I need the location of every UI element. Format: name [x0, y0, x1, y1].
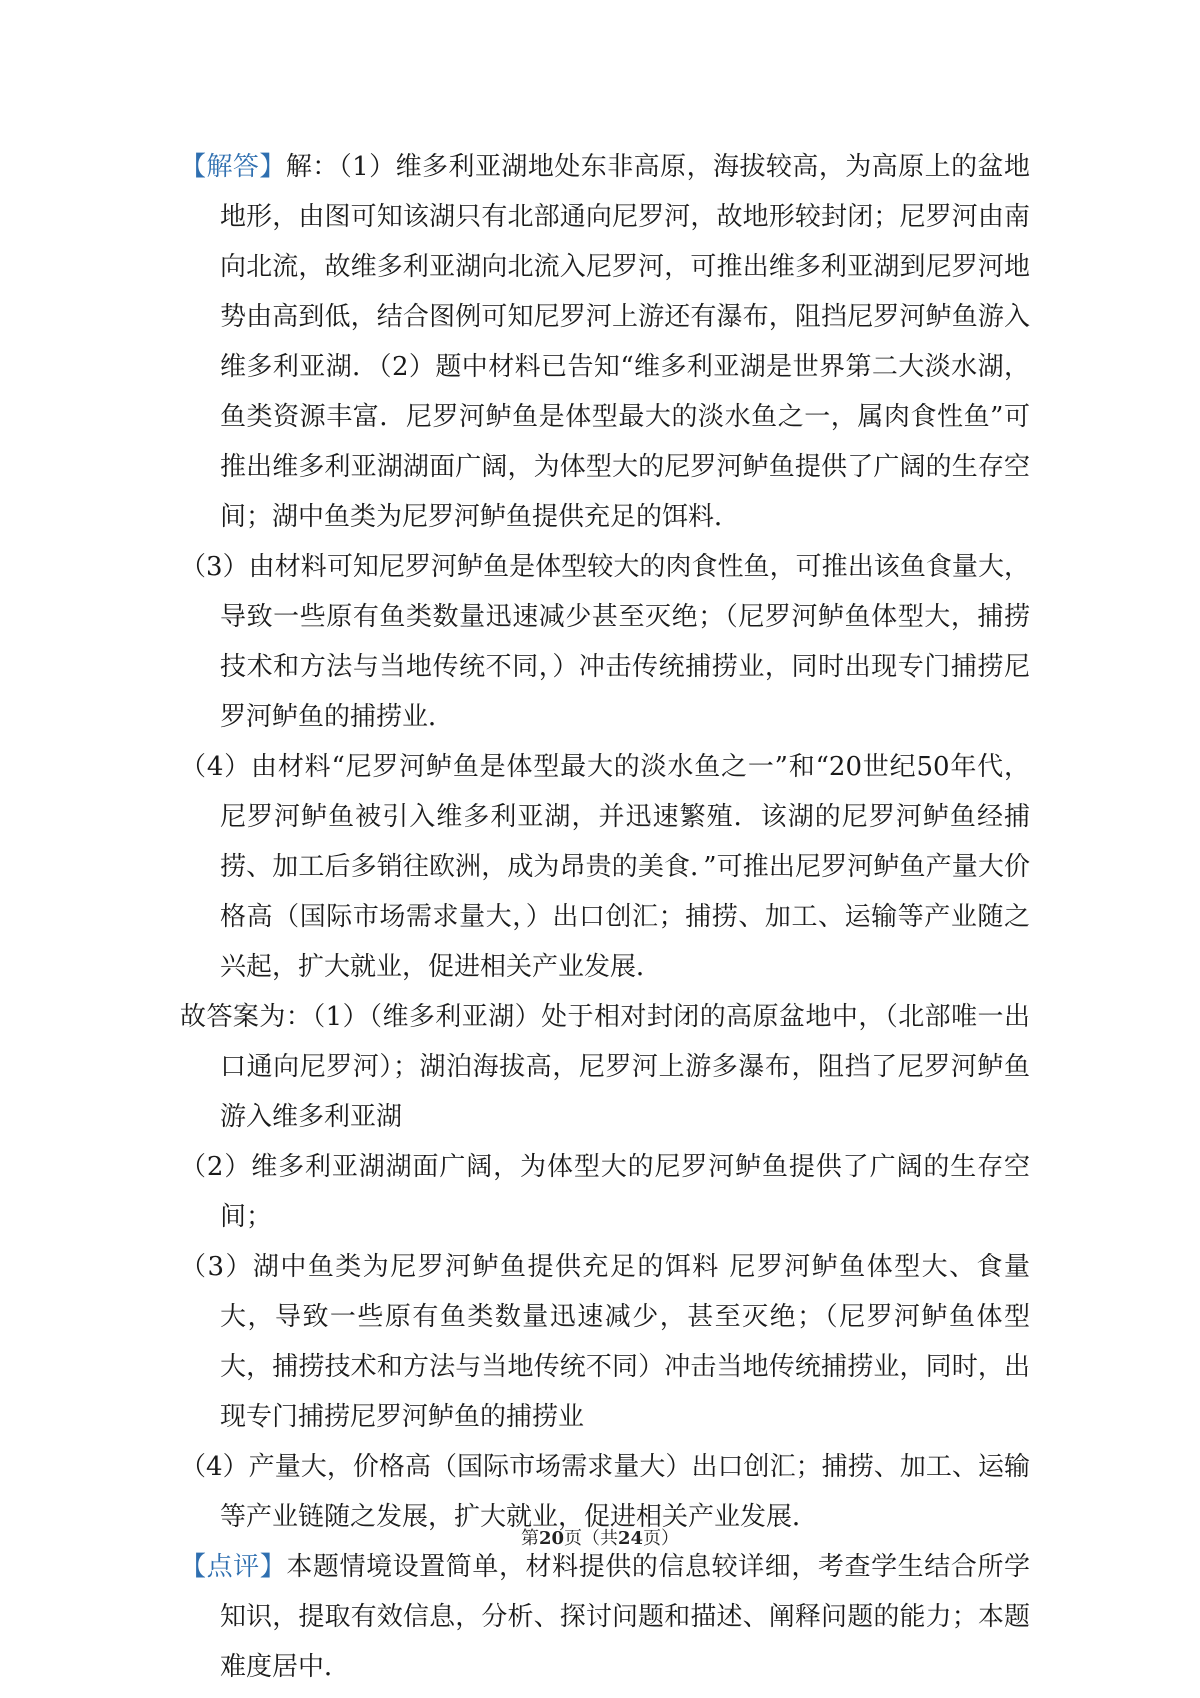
solution-part-2: （2）维多利亚湖湖面广阔，为体型大的尼罗河鲈鱼提供了广阔的生存空间； — [180, 1152, 1030, 1232]
comment-text: 本题情境设置简单，材料提供的信息较详细，考查学生结合所学知识，提取有效信息，分析、探讨问题和描述、阐释问题的能力；本题难度居中． — [220, 1552, 1030, 1682]
page-footer — [0, 1527, 1200, 1551]
document-body — [180, 142, 1030, 1692]
answer-tag: 【解答】 — [180, 152, 286, 182]
footer-page-number: 20 — [538, 1528, 564, 1549]
footer-suffix: 页） — [643, 1528, 680, 1549]
answer-part-3: （3）由材料可知尼罗河鲈鱼是体型较大的肉食性鱼，可推出该鱼食量大，导致一些原有鱼类数量迅速减少甚至灭绝；（尼罗河鲈鱼体型大，捕捞技术和方法与当地传统不同，）冲击传统捕捞业，同时出现专门捕捞尼罗河鲈鱼的捕捞业． — [180, 552, 1030, 732]
comment-paragraph — [180, 1542, 1030, 1692]
solution-part-4: （4）产量大，价格高（国际市场需求量大）出口创汇；捕捞、加工、运输等产业链随之发展，扩大就业，促进相关产业发展． — [180, 1452, 1030, 1532]
answer-paragraph — [180, 142, 1030, 542]
footer-prefix: 第 — [520, 1528, 539, 1549]
answer-part-4: （4）由材料“尼罗河鲈鱼是体型最大的淡水鱼之一”和“20世纪50年代，尼罗河鲈鱼被引入维多利亚湖，并迅速繁殖．该湖的尼罗河鲈鱼经捕捞、加工后多销往欧洲，成为昂贵的美食．”可推出尼罗河鲈鱼产量大价格高（国际市场需求量大，）出口创汇；捕捞、加工、运输等产业随之兴起，扩大就业，促进相关产业发展． — [180, 752, 1030, 982]
comment-tag: 【点评】 — [180, 1552, 287, 1582]
footer-middle: 页（共 — [564, 1528, 618, 1549]
solution-part-1: 故答案为：（1）（维多利亚湖）处于相对封闭的高原盆地中，（北部唯一出口通向尼罗河）；湖泊海拔高，尼罗河上游多瀑布，阻挡了尼罗河鲈鱼游入维多利亚湖 — [180, 1002, 1030, 1132]
footer-total-pages: 24 — [618, 1528, 644, 1549]
solution-part-3: （3）湖中鱼类为尼罗河鲈鱼提供充足的饵料 尼罗河鲈鱼体型大、食量大，导致一些原有鱼类数量迅速减少，甚至灭绝；（尼罗河鲈鱼体型大，捕捞技术和方法与当地传统不同）冲击当地传统捕捞业，同时，出现专门捕捞尼罗河鲈鱼的捕捞业 — [180, 1252, 1030, 1432]
answer-intro-text: 解：（1）维多利亚湖地处东非高原，海拔较高，为高原上的盆地地形，由图可知该湖只有北部通向尼罗河，故地形较封闭；尼罗河由南向北流，故维多利亚湖向北流入尼罗河，可推出维多利亚湖到尼罗河地势由高到低，结合图例可知尼罗河上游还有瀑布，阻挡尼罗河鲈鱼游入维多利亚湖．（2）题中材料已告知“维多利亚湖是世界第二大淡水湖，鱼类资源丰富．尼罗河鲈鱼是体型最大的淡水鱼之一，属肉食性鱼”可推出维多利亚湖湖面广阔，为体型大的尼罗河鲈鱼提供了广阔的生存空间；湖中鱼类为尼罗河鲈鱼提供充足的饵料． — [220, 152, 1030, 532]
